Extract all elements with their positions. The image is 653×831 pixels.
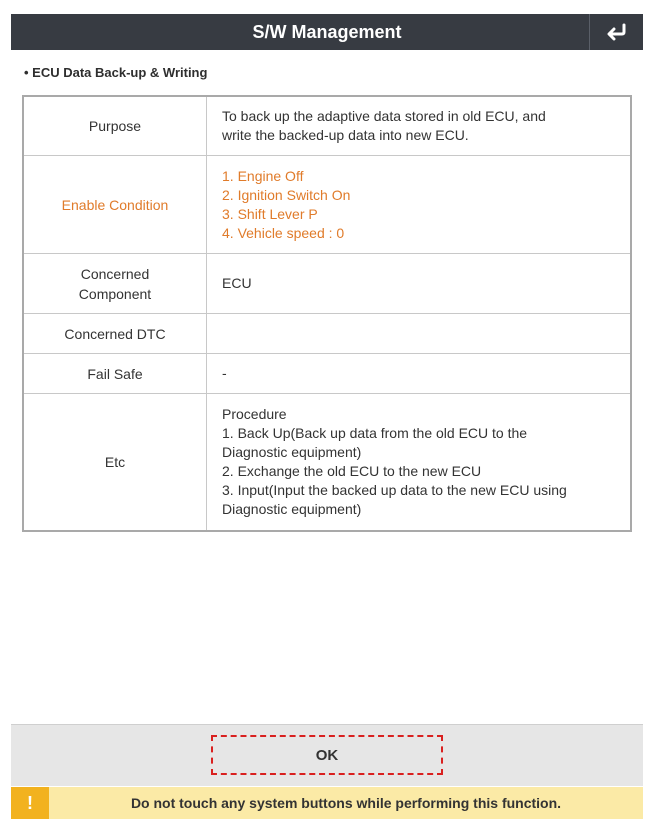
enable-condition-value: [207, 156, 631, 254]
label-line: Concerned: [80, 265, 150, 282]
ok-button[interactable]: OK: [211, 735, 443, 775]
table-row-purpose: [24, 96, 631, 156]
warning-bar: [11, 787, 643, 819]
etc-line: Procedure: [222, 406, 287, 422]
etc-line: 2. Exchange the old ECU to the new ECU: [222, 463, 482, 479]
concerned-dtc-value: [207, 314, 631, 354]
purpose-line: To back up the adaptive data stored in old ECU, and: [222, 107, 546, 124]
info-table: [23, 95, 631, 531]
title-bar: [11, 14, 643, 50]
concerned-dtc-label: Concerned DTC: [24, 314, 207, 354]
table-row-enable-condition: [24, 156, 631, 254]
purpose-line: write the backed-up data into new ECU.: [222, 126, 469, 143]
concerned-component-label: [24, 254, 207, 314]
table-row-concerned-component: [24, 254, 631, 314]
table-row-concerned-dtc: [24, 314, 631, 354]
label-line: Component: [78, 285, 152, 302]
etc-line: Diagnostic equipment): [222, 444, 362, 460]
condition-line: 1. Engine Off: [222, 167, 304, 184]
return-arrow-icon: [606, 23, 628, 41]
button-bar: [11, 724, 643, 786]
section-title: • ECU Data Back-up & Writing: [24, 65, 208, 80]
enable-condition-label: Enable Condition: [24, 156, 207, 254]
purpose-label: Purpose: [24, 96, 207, 156]
etc-line: 1. Back Up(Back up data from the old ECU to the: [222, 425, 528, 441]
back-button[interactable]: [589, 14, 643, 50]
table-row-fail-safe: [24, 354, 631, 394]
component-line: ECU: [222, 275, 252, 291]
etc-label: Etc: [24, 394, 207, 531]
concerned-component-value: [207, 254, 631, 314]
fail-safe-value: -: [207, 354, 631, 394]
table-row-etc: [24, 394, 631, 531]
warning-icon: !: [11, 787, 49, 819]
etc-line: 3. Input(Input the backed up data to the new ECU using: [222, 482, 567, 498]
page-title: S/W Management: [252, 22, 402, 42]
condition-line: 2. Ignition Switch On: [222, 186, 351, 203]
etc-value: [207, 394, 631, 531]
warning-text: Do not touch any system buttons while performing this function.: [130, 795, 562, 811]
purpose-value: [207, 96, 631, 156]
etc-line: Diagnostic equipment): [222, 501, 362, 517]
fail-safe-label: Fail Safe: [24, 354, 207, 394]
condition-line: 3. Shift Lever P: [222, 205, 318, 222]
condition-line: 4. Vehicle speed : 0: [222, 224, 345, 241]
